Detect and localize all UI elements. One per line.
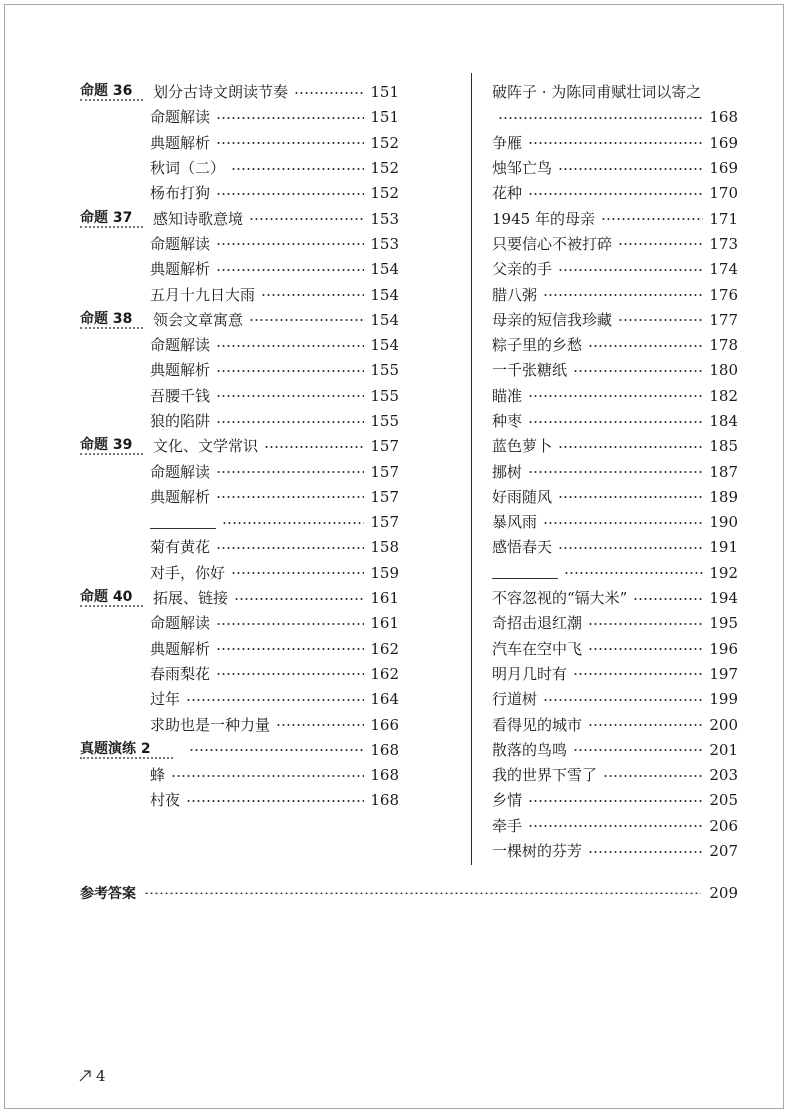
toc-entry[interactable] [80, 459, 399, 484]
entry-title: 秋词（二） [150, 159, 226, 178]
entry-page-number: 196 [709, 639, 738, 658]
toc-entry[interactable] [492, 131, 738, 156]
toc-entry[interactable] [80, 586, 399, 611]
entry-title: 典题解析 [150, 639, 211, 658]
toc-entry[interactable] [492, 788, 738, 813]
entry-page-number: 154 [370, 285, 399, 304]
toc-entry[interactable] [80, 384, 399, 409]
toc-entry[interactable] [492, 485, 738, 510]
toc-entry[interactable] [80, 637, 399, 662]
toc-entry[interactable] [80, 535, 399, 560]
entry-title: 1945 年的母亲 [492, 209, 595, 228]
entry-title: 种枣 [492, 412, 523, 430]
dot-leader [543, 294, 703, 296]
entry-title: 蜂 [150, 766, 166, 785]
chapter-label: 真题演练 2 [80, 742, 173, 759]
page-footer [78, 1067, 106, 1085]
dot-leader [216, 193, 364, 195]
entry-page-number: 194 [709, 589, 738, 608]
dot-leader [618, 319, 703, 321]
entry-title: 母亲的短信我珍藏 [492, 310, 613, 329]
entry-title: 命题解读 [150, 614, 211, 633]
dot-leader [216, 395, 364, 397]
entry-title: 领会文章寓意 [153, 310, 244, 329]
toc-entry[interactable] [492, 80, 738, 105]
page-number: 4 [96, 1067, 106, 1085]
dot-leader [261, 294, 364, 296]
dot-leader [216, 496, 364, 498]
entry-page-number: 203 [709, 766, 738, 785]
entry-page-number: 190 [709, 513, 738, 532]
entry-title: 奇招击退红潮 [492, 614, 583, 633]
toc-entry[interactable] [492, 459, 738, 484]
toc-entry[interactable] [80, 358, 399, 383]
entry-title: 典题解析 [150, 487, 211, 506]
entry-page-number: 173 [709, 234, 738, 253]
toc-entry[interactable] [80, 738, 399, 763]
toc-entry[interactable] [80, 232, 399, 257]
toc-entry[interactable] [492, 712, 738, 737]
entry-page-number: 180 [709, 361, 738, 380]
entry-title: 命题解读 [150, 336, 211, 355]
dot-leader [588, 724, 703, 726]
dot-leader [216, 547, 364, 549]
answers-title: 参考答案 [80, 886, 136, 902]
toc-entry[interactable] [80, 712, 399, 737]
entry-page-number: 153 [370, 209, 399, 228]
toc-entry[interactable] [492, 105, 738, 130]
dot-leader [186, 800, 364, 802]
dot-leader [528, 471, 703, 473]
entry-page-number: 187 [709, 462, 738, 481]
dot-leader [588, 851, 703, 853]
entry-title: 不容忽视的“镉大米” [492, 589, 628, 608]
toc-entry[interactable] [492, 586, 738, 611]
entry-title: 对手，你好 [150, 563, 226, 582]
dot-leader [558, 496, 703, 498]
toc-entry[interactable] [80, 282, 399, 307]
entry-page-number: 166 [370, 715, 399, 734]
entry-page-number: 169 [709, 159, 738, 178]
dot-leader [189, 749, 364, 751]
dot-leader [558, 168, 703, 170]
dot-leader [558, 446, 703, 448]
chapter-label: 命题 38 [80, 312, 143, 329]
dot-leader [543, 699, 703, 701]
entry-page-number: 174 [709, 260, 738, 279]
toc-entry[interactable] [492, 257, 738, 282]
toc-entry[interactable] [492, 181, 738, 206]
dot-leader [216, 421, 364, 423]
entry-page-number: 155 [370, 386, 399, 405]
toc-entry[interactable] [80, 763, 399, 788]
entry-title: 行道树 [492, 690, 538, 709]
toc-entry[interactable] [492, 561, 738, 586]
entry-page-number: 168 [370, 740, 399, 759]
toc-entry[interactable] [80, 80, 399, 105]
entry-page-number: 157 [370, 513, 399, 532]
toc-entry[interactable] [492, 409, 738, 434]
chapter-label: 命题 39 [80, 438, 143, 455]
toc-entry[interactable] [492, 738, 738, 763]
entry-title: 挪树 [492, 462, 523, 481]
entry-title: 文化、文学常识 [153, 437, 259, 456]
entry-title: 感悟春天 [492, 538, 553, 557]
dot-leader [498, 117, 703, 119]
answers-page-number: 209 [709, 884, 738, 902]
entry-page-number: 158 [370, 538, 399, 557]
entry-page-number: 157 [370, 487, 399, 506]
toc-entry[interactable] [80, 333, 399, 358]
dot-leader [231, 572, 364, 574]
entry-page-number: 162 [370, 639, 399, 658]
entry-title: 汽车在空中飞 [492, 639, 583, 658]
entry-page-number: 154 [370, 310, 399, 329]
toc-entry[interactable] [492, 814, 738, 839]
entry-title: 我的世界下雪了 [492, 766, 598, 785]
toc-entry[interactable] [80, 561, 399, 586]
entry-page-number: 154 [370, 260, 399, 279]
dot-leader [528, 142, 703, 144]
dot-leader [633, 598, 703, 600]
toc-entry[interactable] [80, 662, 399, 687]
dot-leader [588, 648, 703, 650]
dot-leader [528, 800, 703, 802]
dot-leader [216, 673, 364, 675]
entry-title: 瞄准 [492, 386, 523, 405]
entry-title: 一千张糖纸 [492, 361, 568, 380]
dot-leader [216, 142, 364, 144]
toc-entry[interactable] [492, 156, 738, 181]
entry-title: 春雨梨花 [150, 664, 211, 683]
dot-leader [249, 218, 364, 220]
entry-page-number: 182 [709, 386, 738, 405]
toc-entry[interactable] [80, 485, 399, 510]
entry-title: 散落的鸟鸣 [492, 740, 568, 759]
dot-leader [216, 370, 364, 372]
entry-page-number: 192 [709, 563, 738, 582]
entry-page-number: 155 [370, 412, 399, 430]
entry-page-number: 157 [370, 462, 399, 481]
entry-title: 典题解析 [150, 260, 211, 279]
toc-entry[interactable] [80, 611, 399, 636]
toc-entry[interactable] [492, 358, 738, 383]
dot-leader [216, 623, 364, 625]
dot-leader [249, 319, 364, 321]
entry-title: 只要信心不被打碎 [492, 234, 613, 253]
entry-page-number: 170 [709, 184, 738, 203]
entry-page-number: 185 [709, 437, 738, 456]
entry-page-number: 155 [370, 361, 399, 380]
entry-title: 腊八粥 [492, 285, 538, 304]
entry-title: 破阵子 · 为陈同甫赋壮词以寄之 [492, 83, 702, 102]
chapter-label: 命题 37 [80, 211, 143, 228]
entry-page-number: 195 [709, 614, 738, 633]
toc-entry-answers[interactable] [80, 880, 738, 906]
entry-title: 明月几时有 [492, 664, 568, 683]
entry-title: 牵手 [492, 816, 523, 835]
entry-title: 求助也是一种力量 [150, 715, 271, 734]
entry-title: 狼的陷阱 [150, 412, 211, 430]
entry-page-number: 161 [370, 589, 399, 608]
entry-title: 花种 [492, 184, 523, 203]
entry-title-blank [492, 567, 558, 579]
entry-title: 典题解析 [150, 133, 211, 152]
dot-leader [573, 749, 703, 751]
dot-leader [234, 598, 364, 600]
chapter-label: 命题 36 [80, 84, 143, 101]
entry-page-number: 154 [370, 336, 399, 355]
entry-page-number: 201 [709, 740, 738, 759]
entry-page-number: 207 [709, 842, 738, 861]
dot-leader [558, 269, 703, 271]
dot-leader [294, 92, 364, 94]
entry-title: 看得见的城市 [492, 715, 583, 734]
entry-title: 村夜 [150, 791, 181, 810]
toc-entry[interactable] [80, 687, 399, 712]
dot-leader [528, 421, 703, 423]
entry-page-number: 184 [709, 412, 738, 430]
toc-entry[interactable] [492, 384, 738, 409]
toc-entry[interactable] [492, 206, 738, 231]
dot-leader [222, 522, 364, 524]
dot-leader [573, 370, 703, 372]
toc-entry[interactable] [80, 510, 399, 535]
toc-entry[interactable] [492, 839, 738, 864]
entry-page-number: 152 [370, 133, 399, 152]
entry-title: 命题解读 [150, 462, 211, 481]
dot-leader [573, 673, 703, 675]
entry-title: 蓝色萝卜 [492, 437, 553, 456]
dot-leader [528, 825, 703, 827]
toc-entry[interactable] [80, 131, 399, 156]
dot-leader [264, 446, 364, 448]
entry-page-number: 168 [370, 766, 399, 785]
toc-entry[interactable] [492, 308, 738, 333]
entry-page-number: 197 [709, 664, 738, 683]
entry-title: 感知诗歌意境 [153, 209, 244, 228]
dot-leader [216, 648, 364, 650]
entry-page-number: 177 [709, 310, 738, 329]
entry-page-number: 191 [709, 538, 738, 557]
toc-entry[interactable] [492, 662, 738, 687]
toc-entry[interactable] [492, 232, 738, 257]
entry-page-number: 176 [709, 285, 738, 304]
entry-title: 粽子里的乡愁 [492, 336, 583, 355]
entry-title: 典题解析 [150, 361, 211, 380]
entry-title-blank [150, 517, 216, 529]
dot-leader [588, 623, 703, 625]
toc-right-column [492, 80, 738, 864]
dot-leader [276, 724, 364, 726]
entry-page-number: 199 [709, 690, 738, 709]
dot-leader [186, 699, 364, 701]
toc-entry[interactable] [492, 637, 738, 662]
entry-title: 乡情 [492, 791, 523, 810]
toc-entry[interactable] [492, 535, 738, 560]
entry-page-number: 157 [370, 437, 399, 456]
entry-page-number: 205 [709, 791, 738, 810]
entry-title: 菊有黄花 [150, 538, 211, 557]
entry-page-number: 151 [370, 83, 399, 102]
dot-leader [216, 269, 364, 271]
toc-entry[interactable] [492, 434, 738, 459]
dot-leader [603, 775, 703, 777]
dot-leader [216, 117, 364, 119]
entry-title: 一棵树的芬芳 [492, 842, 583, 861]
entry-title: 命题解读 [150, 234, 211, 253]
toc-entry[interactable] [80, 409, 399, 434]
entry-page-number: 168 [709, 108, 738, 127]
toc-entry[interactable] [80, 788, 399, 813]
toc-entry[interactable] [80, 181, 399, 206]
toc-entry[interactable] [80, 156, 399, 181]
entry-page-number: 200 [709, 715, 738, 734]
toc-entry[interactable] [492, 611, 738, 636]
toc-entry[interactable] [80, 105, 399, 130]
entry-title: 杨布打狗 [150, 184, 211, 203]
dot-leader [588, 345, 703, 347]
entry-title: 暴风雨 [492, 513, 538, 532]
toc-entry[interactable] [492, 333, 738, 358]
entry-title: 五月十九日大雨 [150, 285, 256, 304]
entry-page-number: 162 [370, 664, 399, 683]
dot-leader [216, 345, 364, 347]
dot-leader [216, 243, 364, 245]
toc-left-column [80, 80, 399, 814]
entry-title: 吾腰千钱 [150, 386, 211, 405]
chapter-label: 命题 40 [80, 590, 143, 607]
entry-title: 过年 [150, 690, 181, 709]
entry-title: 命题解读 [150, 108, 211, 127]
entry-page-number: 152 [370, 184, 399, 203]
entry-title: 拓展、链接 [153, 589, 229, 608]
toc-entry[interactable] [492, 282, 738, 307]
entry-page-number: 164 [370, 690, 399, 709]
column-divider [471, 73, 472, 865]
entry-page-number: 152 [370, 159, 399, 178]
toc-entry[interactable] [492, 687, 738, 712]
toc-entry[interactable] [492, 510, 738, 535]
toc-entry[interactable] [80, 308, 399, 333]
entry-page-number: 161 [370, 614, 399, 633]
dot-leader [558, 547, 703, 549]
entry-page-number: 178 [709, 336, 738, 355]
dot-leader [144, 892, 701, 894]
arrow-icon [78, 1069, 92, 1083]
dot-leader [231, 168, 364, 170]
dot-leader [564, 572, 703, 574]
entry-page-number: 189 [709, 487, 738, 506]
toc-entry[interactable] [80, 257, 399, 282]
entry-page-number: 171 [709, 209, 738, 228]
toc-entry[interactable] [492, 763, 738, 788]
entry-title: 烛邹亡鸟 [492, 159, 553, 178]
entry-page-number: 169 [709, 133, 738, 152]
dot-leader [543, 522, 703, 524]
dot-leader [601, 218, 703, 220]
dot-leader [528, 193, 703, 195]
entry-page-number: 159 [370, 563, 399, 582]
entry-title: 争雁 [492, 133, 523, 152]
toc-entry[interactable] [80, 434, 399, 459]
entry-title: 划分古诗文朗读节奏 [153, 83, 289, 102]
dot-leader [171, 775, 364, 777]
toc-entry[interactable] [80, 206, 399, 231]
entry-page-number: 153 [370, 234, 399, 253]
entry-page-number: 206 [709, 816, 738, 835]
dot-leader [618, 243, 703, 245]
dot-leader [528, 395, 703, 397]
dot-leader [216, 471, 364, 473]
entry-page-number: 151 [370, 108, 399, 127]
entry-page-number: 168 [370, 791, 399, 810]
entry-title: 好雨随风 [492, 487, 553, 506]
entry-title: 父亲的手 [492, 260, 553, 279]
